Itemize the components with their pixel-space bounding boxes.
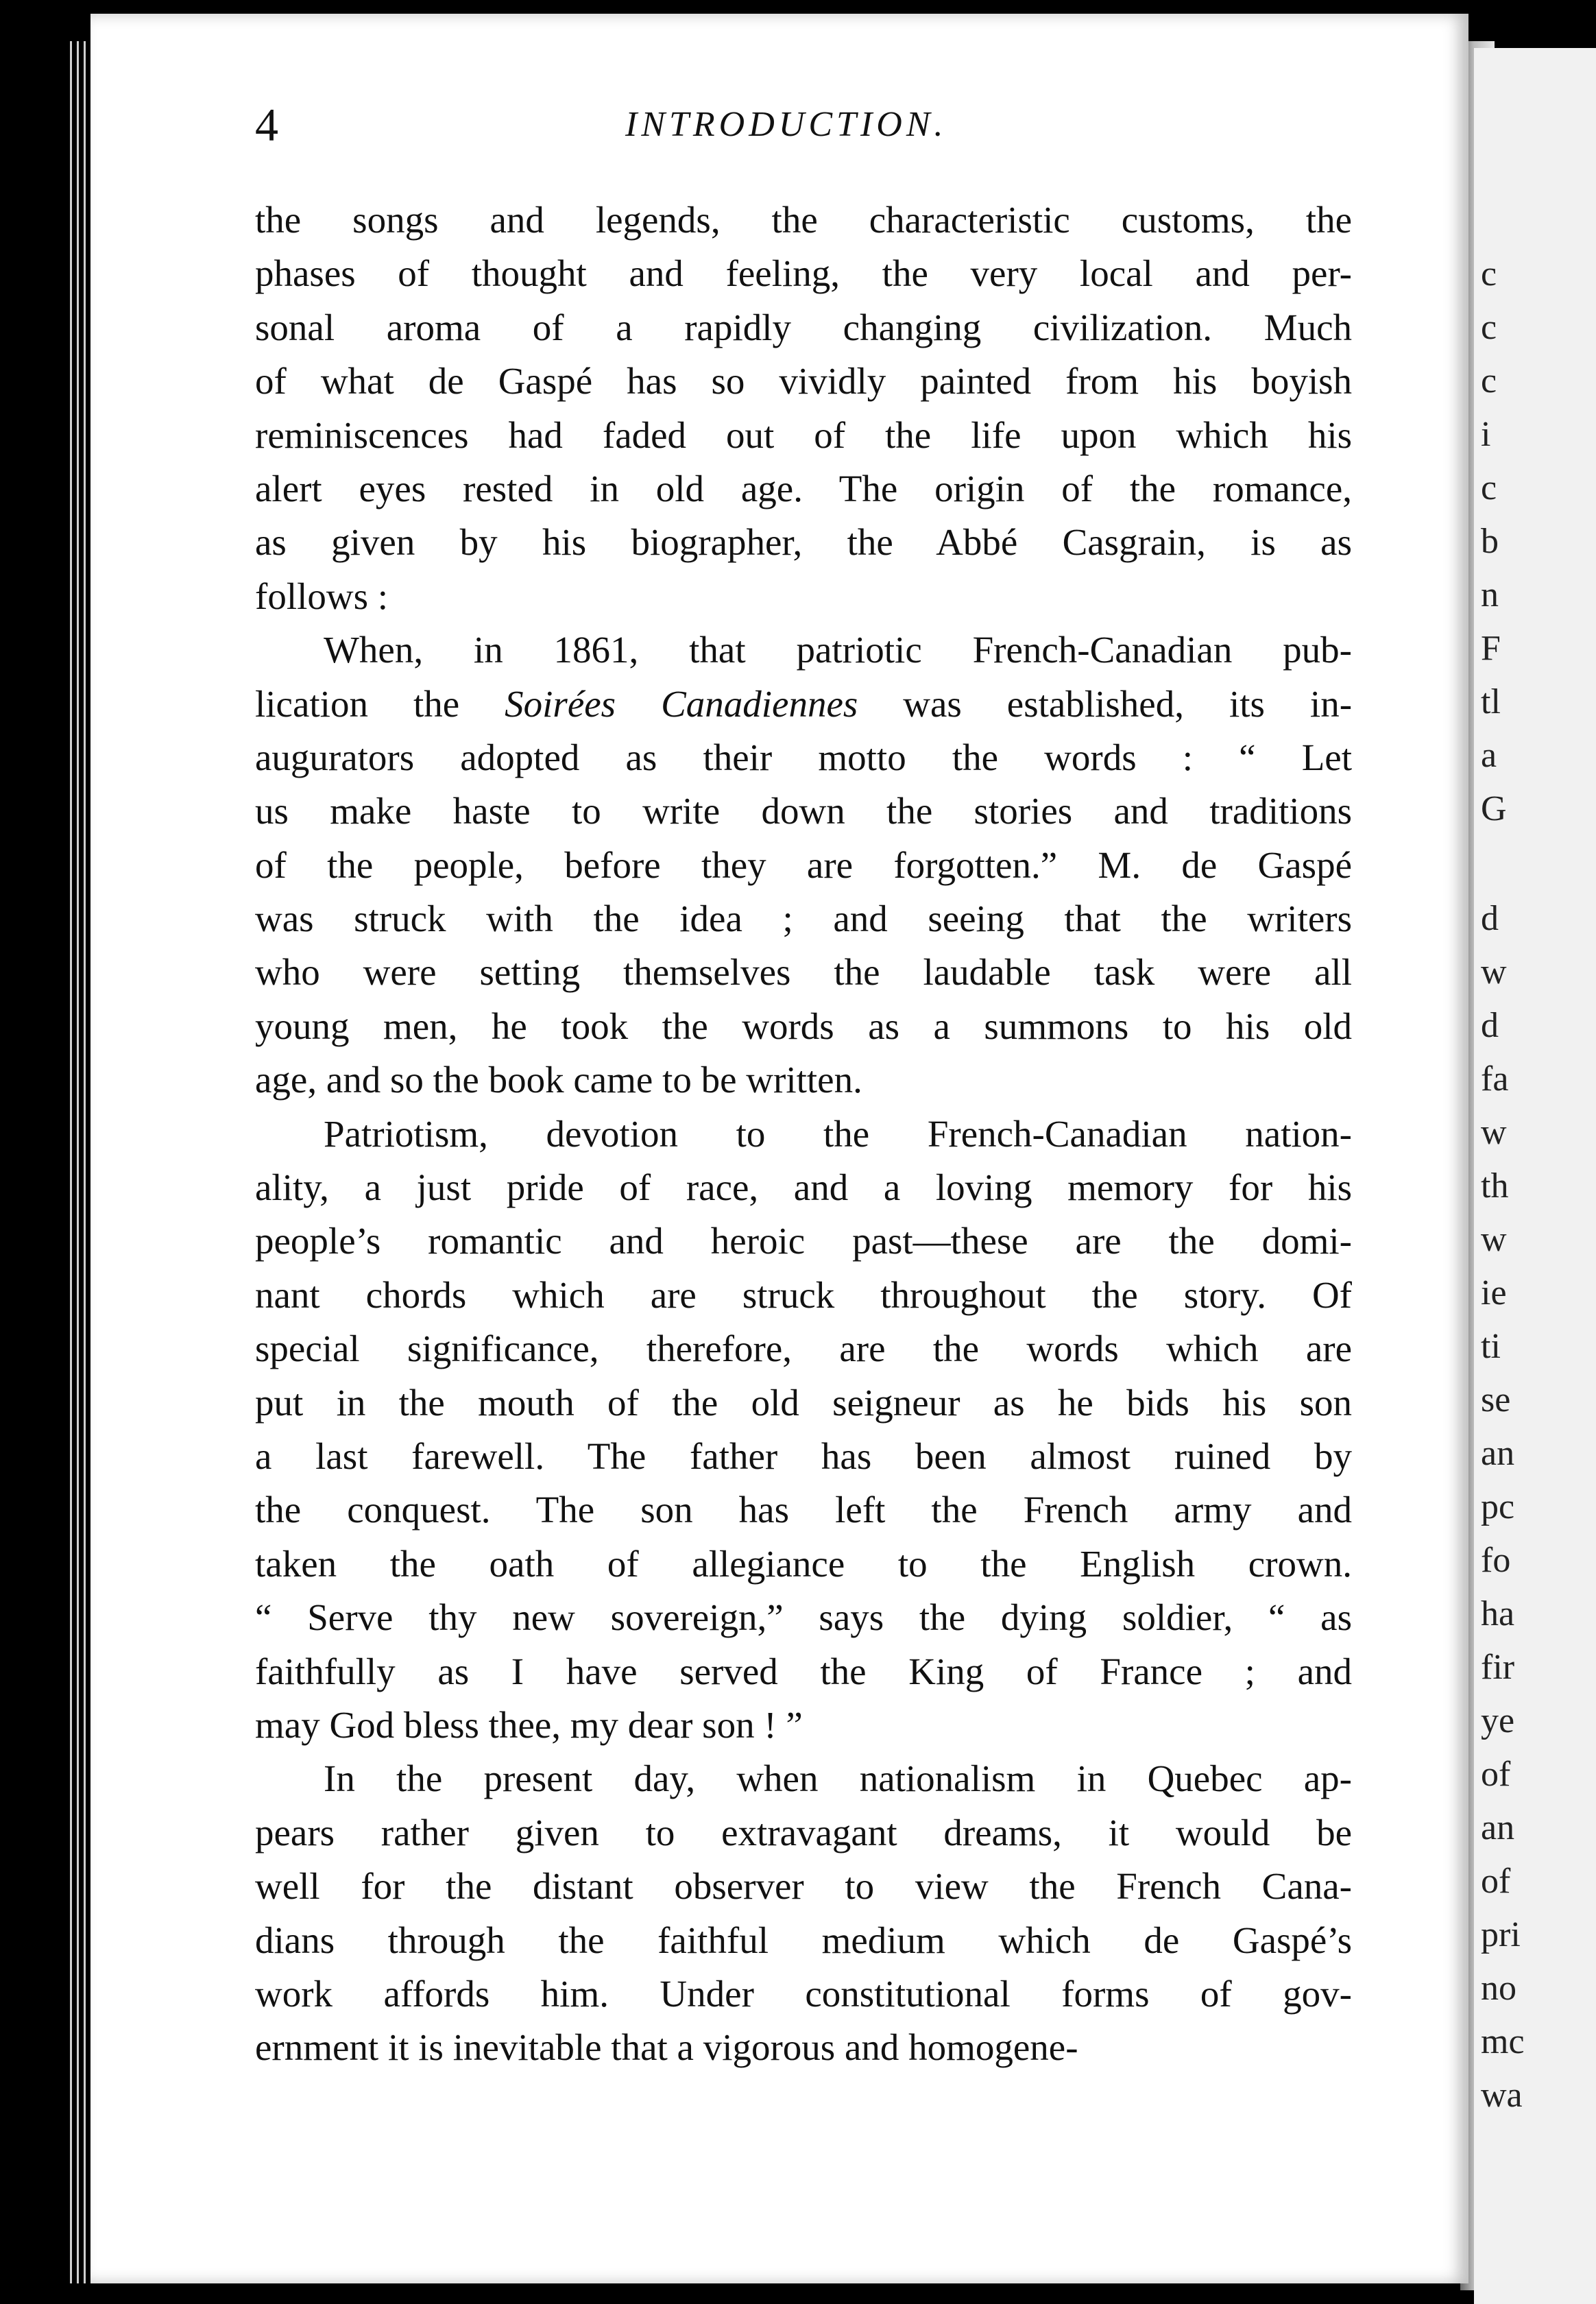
text-line: ality, a just pride of race, and a loving memory for his <box>255 1166 1352 1209</box>
text-line: When, in 1861, that patriotic French-Canadian pub- <box>324 629 1352 671</box>
adjacent-page-fragment: fo <box>1481 1541 1511 1580</box>
adjacent-page-fragment: c <box>1481 254 1497 293</box>
text-line: follows : <box>255 575 389 617</box>
adjacent-page-fragment: of <box>1481 1755 1511 1794</box>
text-line: us make haste to write down the stories and traditions <box>255 790 1352 832</box>
adjacent-page-fragment: of <box>1481 1862 1511 1901</box>
text-line: augurators adopted as their motto the words : “ Let <box>255 736 1352 778</box>
text-line: nant chords which are struck throughout the story. Of <box>255 1273 1352 1316</box>
text-line: as given by his biographer, the Abbé Casgrain, is as <box>255 521 1352 564</box>
text-line: young men, he took the words as a summons to his old <box>255 1005 1352 1047</box>
text-line: people’s romantic and heroic past—these are the domi- <box>255 1220 1352 1262</box>
text-line: who were setting themselves the laudable task were all <box>255 951 1352 994</box>
adjacent-page-fragment: no <box>1481 1969 1516 2008</box>
adjacent-page-fragment: i <box>1481 415 1491 454</box>
text-line: Patriotism, devotion to the French-Canadian nation- <box>324 1112 1352 1155</box>
paragraph <box>255 1752 1352 2074</box>
adjacent-page-fragment: ha <box>1481 1594 1515 1633</box>
book-page <box>90 14 1468 2283</box>
adjacent-page-fragment: pc <box>1481 1487 1515 1526</box>
text-line: lication the Soirées Canadiennes was established, its in- <box>255 682 1353 725</box>
adjacent-page-fragment: ie <box>1481 1273 1507 1312</box>
paragraph <box>255 623 1352 1107</box>
adjacent-page-fragment: b <box>1481 522 1499 561</box>
adjacent-page <box>1474 48 1596 2304</box>
adjacent-page-fragment: ti <box>1481 1327 1501 1366</box>
text-line: of what de Gaspé has so vividly painted from his boyish <box>255 360 1352 403</box>
text-line: alert eyes rested in old age. The origin of the romance, <box>255 467 1352 509</box>
text-line: “ Serve thy new sovereign,” says the dying soldier, “ as <box>255 1596 1352 1639</box>
adjacent-page-fragment: d <box>1481 1006 1499 1045</box>
text-line: work affords him. Under constitutional forms of gov- <box>255 1972 1352 2015</box>
text-line: well for the distant observer to view the French Cana- <box>255 1865 1352 1908</box>
text-line: faithfully as I have served the King of France ; and <box>255 1650 1352 1692</box>
paragraph <box>255 1107 1352 1753</box>
adjacent-page-fragment: se <box>1481 1380 1511 1419</box>
text-line: pears rather given to extravagant dreams, it would be <box>255 1811 1352 1853</box>
adjacent-page-fragment: c <box>1481 361 1497 400</box>
adjacent-page-fragment: a <box>1481 736 1497 775</box>
text-line: the conquest. The son has left the French army and <box>255 1489 1352 1531</box>
page-number: 4 <box>255 99 278 151</box>
text-line: the songs and legends, the characteristic customs, the <box>255 199 1352 241</box>
text-line: ernment it is inevitable that a vigorous and homogene- <box>255 2026 1078 2069</box>
adjacent-page-fragment: ye <box>1481 1701 1515 1740</box>
adjacent-page-fragment: fir <box>1481 1648 1515 1687</box>
adjacent-page-fragment: d <box>1481 899 1499 938</box>
running-head <box>90 97 1468 152</box>
text-line: reminiscences had faded out of the life upon which his <box>255 413 1352 456</box>
text-line: was struck with the idea ; and seeing that the writers <box>255 898 1352 940</box>
adjacent-page-fragment: c <box>1481 468 1497 507</box>
running-title: INTRODUCTION. <box>625 105 947 144</box>
text-line: may God bless thee, my dear son ! ” <box>255 1703 803 1746</box>
text-line: dians through the faithful medium which de Gaspé’s <box>255 1919 1352 1961</box>
adjacent-page-fragment: w <box>1481 952 1507 992</box>
text-line: phases of thought and feeling, the very local and per- <box>255 252 1352 295</box>
paragraph <box>255 193 1352 623</box>
text-line: sonal aroma of a rapidly changing civilization. Much <box>255 306 1352 348</box>
adjacent-page-fragment: w <box>1481 1220 1507 1259</box>
adjacent-page-fragment: n <box>1481 575 1499 614</box>
adjacent-page-fragment: mc <box>1481 2022 1525 2061</box>
text-line: a last farewell. The father has been almost ruined by <box>255 1435 1352 1477</box>
adjacent-page-fragment: tl <box>1481 682 1501 721</box>
text-line: age, and so the book came to be written. <box>255 1059 862 1101</box>
text-line: of the people, before they are forgotten.” M. de Gaspé <box>255 843 1352 886</box>
adjacent-page-fragment: wa <box>1481 2076 1523 2115</box>
adjacent-page-fragment: G <box>1481 789 1507 828</box>
body-text <box>255 193 1352 2075</box>
adjacent-page-fragment: w <box>1481 1113 1507 1152</box>
text-line: special significance, therefore, are the words which are <box>255 1328 1352 1370</box>
adjacent-page-fragment: fa <box>1481 1059 1509 1099</box>
text-line: put in the mouth of the old seigneur as he bids his son <box>255 1381 1352 1424</box>
adjacent-page-fragment: an <box>1481 1434 1515 1473</box>
adjacent-page-fragment: an <box>1481 1808 1515 1847</box>
text-line: In the present day, when nationalism in Quebec ap- <box>324 1757 1352 1800</box>
adjacent-page-fragment: c <box>1481 308 1497 347</box>
adjacent-page-fragment: pri <box>1481 1915 1521 1954</box>
adjacent-page-fragment: F <box>1481 629 1501 668</box>
adjacent-page-fragment: th <box>1481 1166 1509 1205</box>
text-line: taken the oath of allegiance to the English crown. <box>255 1542 1352 1585</box>
